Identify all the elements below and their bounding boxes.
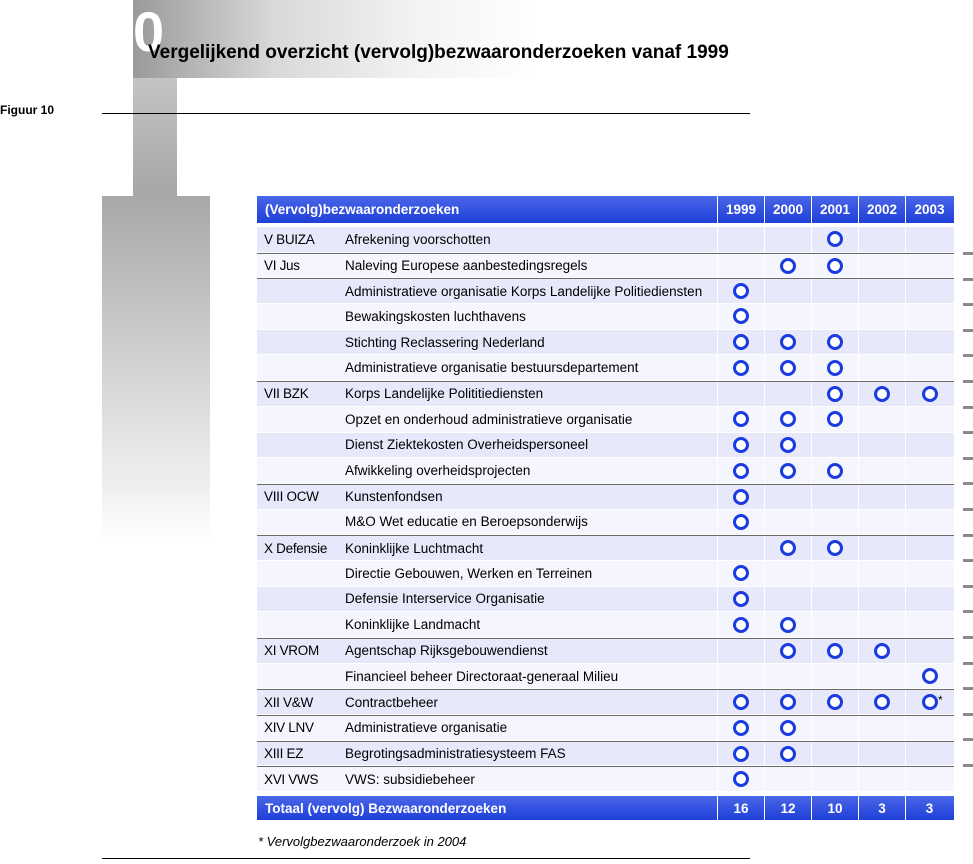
circle-marker-icon (874, 643, 890, 659)
year-cell (718, 690, 765, 714)
total-label: Totaal (vervolg) Bezwaaronderzoeken (257, 796, 718, 820)
tick-mark (963, 508, 973, 511)
footnote: * Vervolgbezwaaronderzoek in 2004 (258, 834, 467, 849)
department-cell: VIII OCW (264, 489, 319, 505)
circle-marker-icon (827, 386, 843, 402)
year-cell (906, 485, 953, 509)
year-cell (765, 664, 812, 689)
year-cell (765, 561, 812, 586)
year-cell (718, 767, 765, 791)
year-cell (765, 254, 812, 278)
year-cell (859, 690, 906, 714)
department-cell (257, 279, 345, 303)
tick-mark (963, 303, 973, 306)
subject-cell: Korps Landelijke Polititiediensten (345, 382, 718, 406)
table-row (257, 484, 954, 510)
circle-marker-icon (780, 540, 796, 556)
year-cell (906, 458, 953, 483)
year-cell (718, 355, 765, 380)
year-cell (859, 510, 906, 535)
year-cell (906, 561, 953, 586)
year-cell (906, 510, 953, 535)
table-row (257, 407, 954, 433)
year-cell (859, 254, 906, 278)
circle-marker-icon (827, 643, 843, 659)
year-cell (718, 612, 765, 637)
year-cell (859, 433, 906, 458)
circle-marker-icon (733, 489, 749, 505)
year-cell (859, 485, 906, 509)
department-cell: XII V&W (264, 694, 313, 710)
subject-cell: Afrekening voorschotten (345, 227, 718, 252)
circle-marker-icon (733, 463, 749, 479)
subject-cell: Koninklijke Landmacht (345, 612, 718, 637)
year-cell (906, 304, 953, 329)
year-cell (765, 458, 812, 483)
tick-mark (963, 662, 973, 665)
subject-cell: M&O Wet educatie en Beroepsonderwijs (345, 510, 718, 535)
department-cell: X Defensie (264, 540, 328, 556)
year-cell (765, 433, 812, 458)
year-cell (859, 355, 906, 380)
subject-cell: Opzet en onderhoud administratieve organisatie (345, 407, 718, 432)
overview-table (257, 196, 954, 820)
year-cell (718, 254, 765, 278)
subject-cell: Kunstenfondsen (345, 485, 718, 509)
department-cell (257, 510, 345, 535)
department-cell (257, 330, 345, 355)
tick-mark (963, 278, 973, 281)
title-rule (102, 113, 750, 114)
department-cell (257, 664, 345, 689)
subject-cell: Dienst Ziektekosten Overheidspersoneel (345, 433, 718, 458)
department-cell: V BUIZA (264, 231, 315, 247)
circle-marker-icon (780, 720, 796, 736)
tick-mark (963, 406, 973, 409)
tick-mark (963, 354, 973, 357)
year-cell (906, 767, 953, 791)
year-cell (812, 536, 859, 560)
circle-marker-icon (922, 694, 938, 710)
tick-mark (963, 738, 973, 741)
table-row (257, 612, 954, 638)
year-cell (906, 612, 953, 637)
year-header: 2002 (859, 196, 906, 223)
year-cell (765, 330, 812, 355)
year-cell (812, 382, 859, 406)
circle-marker-icon (733, 437, 749, 453)
circle-marker-icon (733, 746, 749, 762)
subject-cell: Directie Gebouwen, Werken en Terreinen (345, 561, 718, 586)
year-cell (718, 742, 765, 766)
table-row (257, 561, 954, 587)
table-row (257, 715, 954, 741)
year-cell (765, 767, 812, 791)
department-cell (257, 612, 345, 637)
table-row (257, 587, 954, 613)
year-cell (812, 587, 859, 612)
year-cell (812, 742, 859, 766)
year-cell (906, 279, 953, 303)
year-cell (812, 355, 859, 380)
table-row (257, 330, 954, 356)
year-cell (718, 510, 765, 535)
year-cell (765, 742, 812, 766)
department-cell: XI VROM (264, 643, 319, 659)
year-cell (906, 536, 953, 560)
total-value: 3 (925, 800, 934, 816)
circle-marker-icon (780, 463, 796, 479)
table-total-row (257, 796, 954, 820)
year-cell (718, 561, 765, 586)
table-row (257, 227, 954, 253)
year-cell (812, 664, 859, 689)
year-cell (718, 485, 765, 509)
year-cell (859, 716, 906, 740)
subject-cell: Agentschap Rijksgebouwendienst (345, 639, 718, 663)
year-cell (906, 382, 953, 406)
circle-marker-icon (733, 308, 749, 324)
tick-mark (963, 687, 973, 690)
department-cell (257, 433, 345, 458)
year-cell (812, 612, 859, 637)
department-cell (257, 587, 345, 612)
year-cell (812, 510, 859, 535)
subject-cell: Naleving Europese aanbestedingsregels (345, 254, 718, 278)
year-cell (718, 664, 765, 689)
year-cell (906, 716, 953, 740)
year-cell (718, 587, 765, 612)
circle-marker-icon (827, 360, 843, 376)
year-cell (765, 485, 812, 509)
year-cell (859, 304, 906, 329)
year-cell (859, 536, 906, 560)
year-header: 2000 (765, 196, 812, 223)
year-cell (906, 407, 953, 432)
chapter-number: 0 (133, 0, 165, 63)
table-row (257, 535, 954, 561)
department-cell: XIV LNV (264, 720, 314, 736)
year-cell (812, 227, 859, 252)
department-cell: VII BZK (264, 386, 309, 402)
tick-mark (963, 380, 973, 383)
circle-marker-icon (922, 386, 938, 402)
subject-cell: Afwikkeling overheidsprojecten (345, 458, 718, 483)
year-cell (765, 355, 812, 380)
circle-marker-icon (780, 437, 796, 453)
year-cell (859, 742, 906, 766)
subject-cell: Administratieve organisatie bestuursdepartement (345, 355, 718, 380)
table-row (257, 510, 954, 536)
year-cell (718, 433, 765, 458)
decorative-side-panel (102, 196, 210, 541)
circle-marker-icon (780, 258, 796, 274)
year-cell (765, 639, 812, 663)
circle-marker-icon (827, 258, 843, 274)
circle-marker-icon (733, 694, 749, 710)
year-header: 1999 (718, 196, 765, 223)
year-cell (718, 304, 765, 329)
year-cell (812, 767, 859, 791)
year-cell (718, 382, 765, 406)
year-cell (906, 227, 953, 252)
department-cell (257, 355, 345, 380)
circle-marker-icon (733, 771, 749, 787)
year-cell (718, 227, 765, 252)
tick-mark (963, 559, 973, 562)
subject-cell: Defensie Interservice Organisatie (345, 587, 718, 612)
circle-marker-icon (733, 720, 749, 736)
year-cell (906, 690, 953, 714)
circle-marker-icon (733, 617, 749, 633)
subject-cell: VWS: subsidiebeheer (345, 767, 718, 791)
year-cell (812, 407, 859, 432)
year-cell (906, 639, 953, 663)
year-cell (906, 433, 953, 458)
circle-marker-icon (780, 334, 796, 350)
circle-marker-icon (780, 360, 796, 376)
total-value: 10 (812, 796, 859, 820)
circle-marker-icon (827, 411, 843, 427)
subject-cell: Contractbeheer (345, 690, 718, 714)
year-cell (859, 227, 906, 252)
year-cell (812, 716, 859, 740)
circle-marker-icon (922, 668, 938, 684)
year-cell (859, 330, 906, 355)
year-cell (765, 510, 812, 535)
tick-mark (963, 534, 973, 537)
circle-marker-icon (827, 694, 843, 710)
table-row (257, 278, 954, 304)
table-row (257, 458, 954, 484)
year-header: 2001 (812, 196, 859, 223)
tick-mark (963, 329, 973, 332)
circle-marker-icon (733, 283, 749, 299)
table-row (257, 689, 954, 715)
circle-marker-icon (733, 514, 749, 530)
circle-marker-icon (733, 565, 749, 581)
total-value: 16 (718, 796, 765, 820)
circle-marker-icon (733, 360, 749, 376)
year-cell (765, 407, 812, 432)
table-row (257, 766, 954, 792)
year-cell (718, 639, 765, 663)
figure-label: Figuur 10 (0, 103, 55, 117)
circle-marker-icon (827, 334, 843, 350)
year-cell (718, 279, 765, 303)
tick-mark (963, 764, 973, 767)
footer-rule (102, 858, 750, 859)
subject-cell: Administratieve organisatie (345, 716, 718, 740)
department-cell: VI Jus (264, 258, 300, 274)
year-cell (765, 587, 812, 612)
subject-cell: Administratieve organisatie Korps Landelijke Politiediensten (345, 279, 718, 303)
circle-marker-icon (874, 694, 890, 710)
circle-marker-icon (780, 694, 796, 710)
department-cell (257, 458, 345, 483)
year-cell (765, 612, 812, 637)
year-cell (906, 355, 953, 380)
year-cell (812, 433, 859, 458)
year-cell (812, 690, 859, 714)
year-cell (812, 639, 859, 663)
subject-cell: Bewakingskosten luchthavens (345, 304, 718, 329)
circle-marker-icon (827, 540, 843, 556)
table-body (257, 227, 954, 792)
year-cell (718, 536, 765, 560)
year-cell (859, 664, 906, 689)
year-header: 2003 (914, 202, 945, 217)
department-cell (257, 407, 345, 432)
circle-marker-icon (780, 643, 796, 659)
department-cell (257, 304, 345, 329)
year-cell (765, 382, 812, 406)
subject-cell: Begrotingsadministratiesysteem FAS (345, 742, 718, 766)
circle-marker-icon (733, 334, 749, 350)
year-cell (765, 716, 812, 740)
tick-mark (963, 431, 973, 434)
year-cell (718, 330, 765, 355)
subject-cell: Koninklijke Luchtmacht (345, 536, 718, 560)
circle-marker-icon (780, 746, 796, 762)
circle-marker-icon (827, 463, 843, 479)
year-cell (765, 304, 812, 329)
year-cell (906, 330, 953, 355)
page-title: Vergelijkend overzicht (vervolg)bezwaaronderzoeken vanaf 1999 (148, 42, 729, 63)
header-label: (Vervolg)bezwaaronderzoeken (257, 196, 718, 223)
tick-mark (963, 457, 973, 460)
year-cell (765, 536, 812, 560)
year-cell (765, 279, 812, 303)
circle-marker-icon (733, 411, 749, 427)
tick-mark (963, 252, 973, 255)
year-cell (812, 304, 859, 329)
circle-marker-icon (733, 591, 749, 607)
department-cell (257, 561, 345, 586)
tick-mark (963, 636, 973, 639)
year-cell (812, 330, 859, 355)
year-cell (859, 407, 906, 432)
year-cell (812, 458, 859, 483)
year-cell (812, 561, 859, 586)
total-value: 3 (859, 796, 906, 820)
year-cell (718, 716, 765, 740)
table-header (257, 196, 954, 223)
table-row (257, 638, 954, 664)
circle-marker-icon (780, 617, 796, 633)
footnote-star: * (938, 693, 943, 708)
tick-mark (963, 482, 973, 485)
year-cell (859, 612, 906, 637)
decorative-header-gradient (133, 0, 538, 78)
table-row (257, 253, 954, 279)
year-cell (859, 458, 906, 483)
year-cell (812, 254, 859, 278)
year-cell (859, 382, 906, 406)
year-cell (765, 227, 812, 252)
department-cell: XVI VWS (264, 771, 319, 787)
circle-marker-icon (827, 231, 843, 247)
year-cell (859, 639, 906, 663)
table-row (257, 355, 954, 381)
tick-mark (963, 713, 973, 716)
year-cell (859, 767, 906, 791)
year-cell (812, 279, 859, 303)
year-cell (718, 407, 765, 432)
tick-mark (963, 585, 973, 588)
year-cell (859, 587, 906, 612)
circle-marker-icon (874, 386, 890, 402)
subject-cell: Financieel beheer Directoraat-generaal Milieu (345, 664, 718, 689)
tick-mark (963, 610, 973, 613)
table-row (257, 381, 954, 407)
department-cell: XIII EZ (264, 746, 304, 762)
year-cell (718, 458, 765, 483)
subject-cell: Stichting Reclassering Nederland (345, 330, 718, 355)
year-cell (765, 690, 812, 714)
year-cell (906, 587, 953, 612)
table-row (257, 304, 954, 330)
table-row (257, 741, 954, 767)
year-cell (906, 664, 953, 689)
table-row (257, 664, 954, 690)
year-cell (859, 279, 906, 303)
year-cell (906, 254, 953, 278)
year-cell (859, 561, 906, 586)
year-cell (812, 485, 859, 509)
total-value: 12 (765, 796, 812, 820)
table-row (257, 433, 954, 459)
circle-marker-icon (780, 411, 796, 427)
year-cell (906, 742, 953, 766)
